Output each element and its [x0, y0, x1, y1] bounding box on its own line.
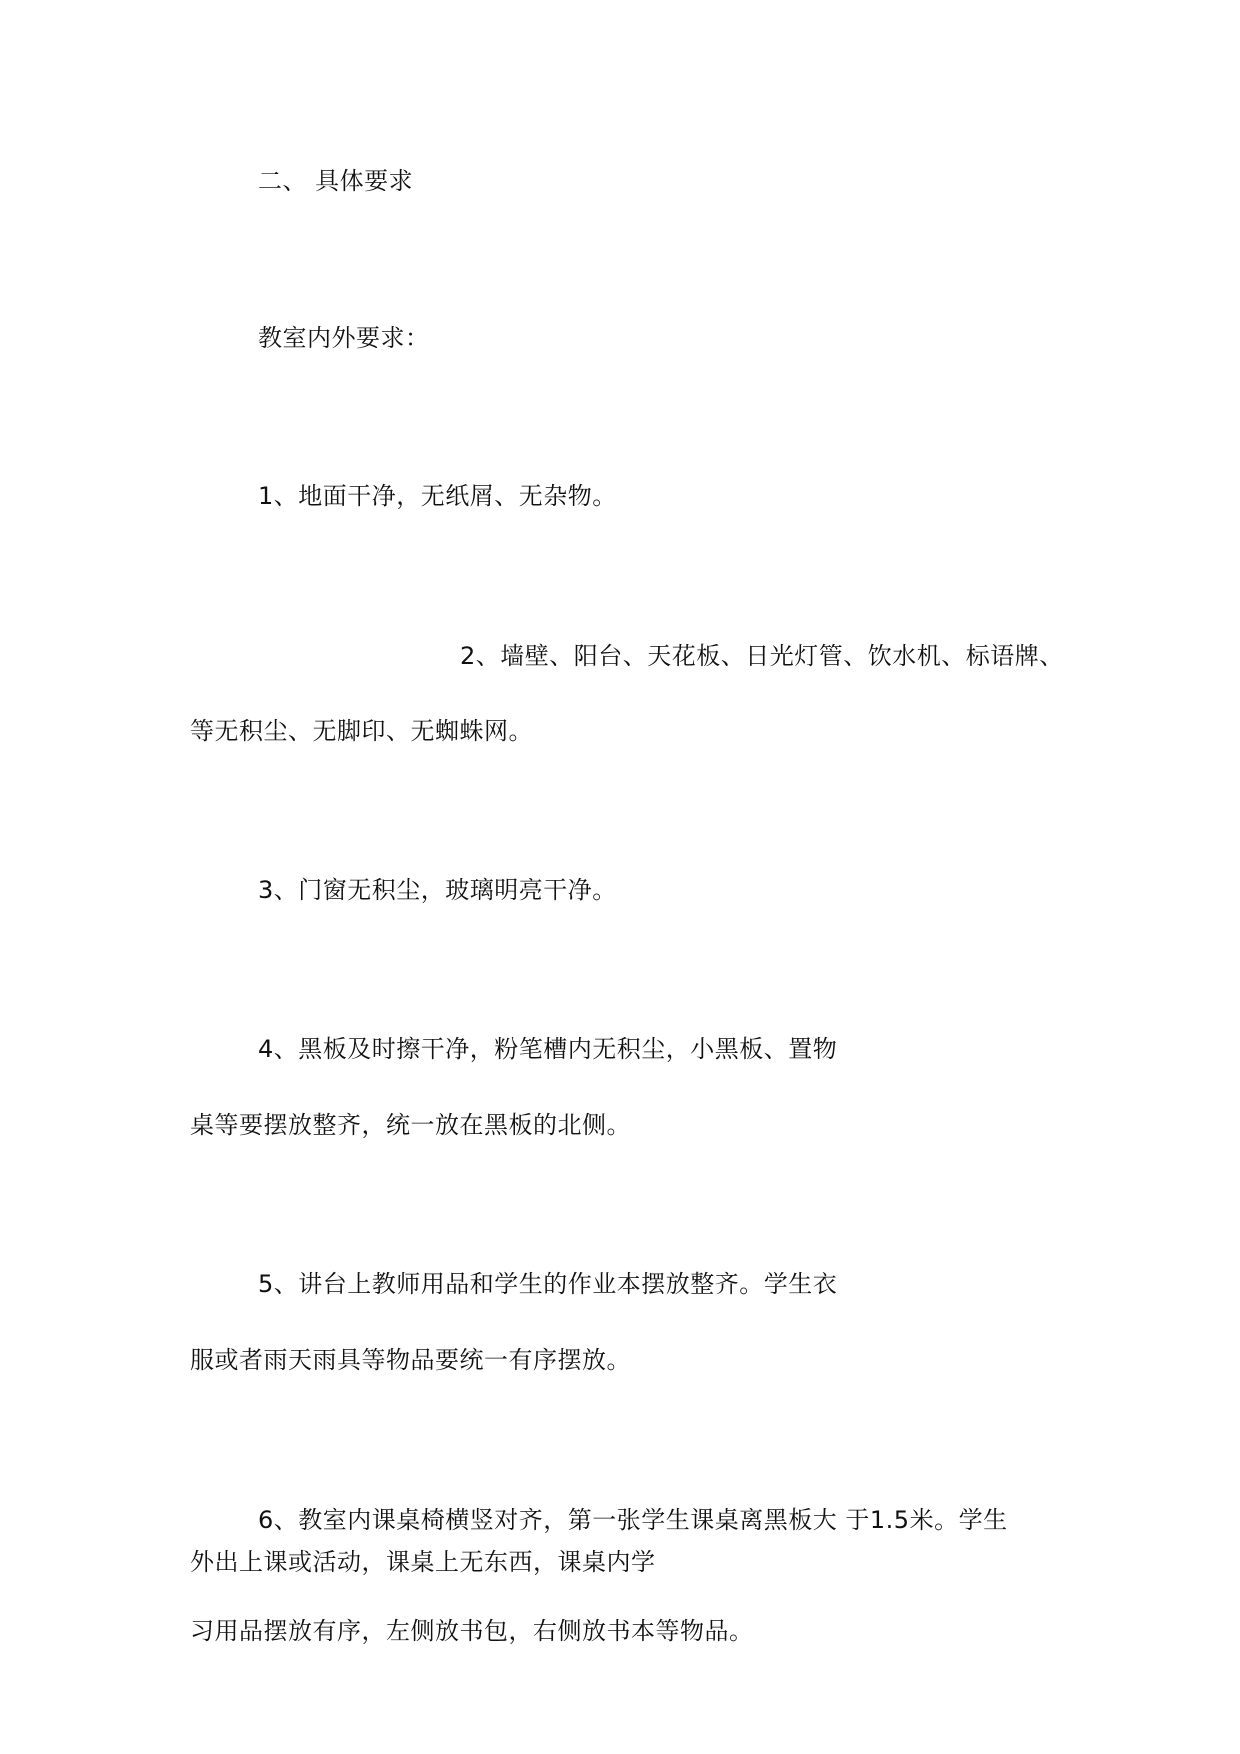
item-2-line-2: 等无积尘、无脚印、无蜘蛛网。	[190, 717, 533, 745]
section-heading: 二、 具体要求	[258, 167, 414, 195]
section-subheading: 教室内外要求：	[258, 324, 430, 352]
item-5-line-1: 5、讲台上教师用品和学生的作业本摆放整齐。学生衣	[258, 1270, 838, 1298]
item-3-line-1: 3、门窗无积尘，玻璃明亮干净。	[258, 876, 617, 904]
item-6-line-2: 外出上课或活动，课桌上无东西，课桌内学	[190, 1548, 656, 1576]
item-6-line-1: 6、教室内课桌椅横竖对齐，第一张学生课桌离黑板大 于1.5米。学生	[258, 1506, 1008, 1534]
item-1-line-1: 1、地面干净，无纸屑、无杂物。	[258, 482, 617, 510]
item-2-line-1: 2、墙壁、阳台、天花板、日光灯管、饮水机、标语牌、	[460, 642, 1064, 670]
item-4-line-2: 桌等要摆放整齐，统一放在黑板的北侧。	[190, 1111, 631, 1139]
item-4-line-1: 4、黑板及时擦干净，粉笔槽内无积尘，小黑板、置物	[258, 1035, 838, 1063]
item-6-line-3: 习用品摆放有序，左侧放书包，右侧放书本等物品。	[190, 1617, 754, 1645]
item-5-line-2: 服或者雨天雨具等物品要统一有序摆放。	[190, 1346, 631, 1374]
